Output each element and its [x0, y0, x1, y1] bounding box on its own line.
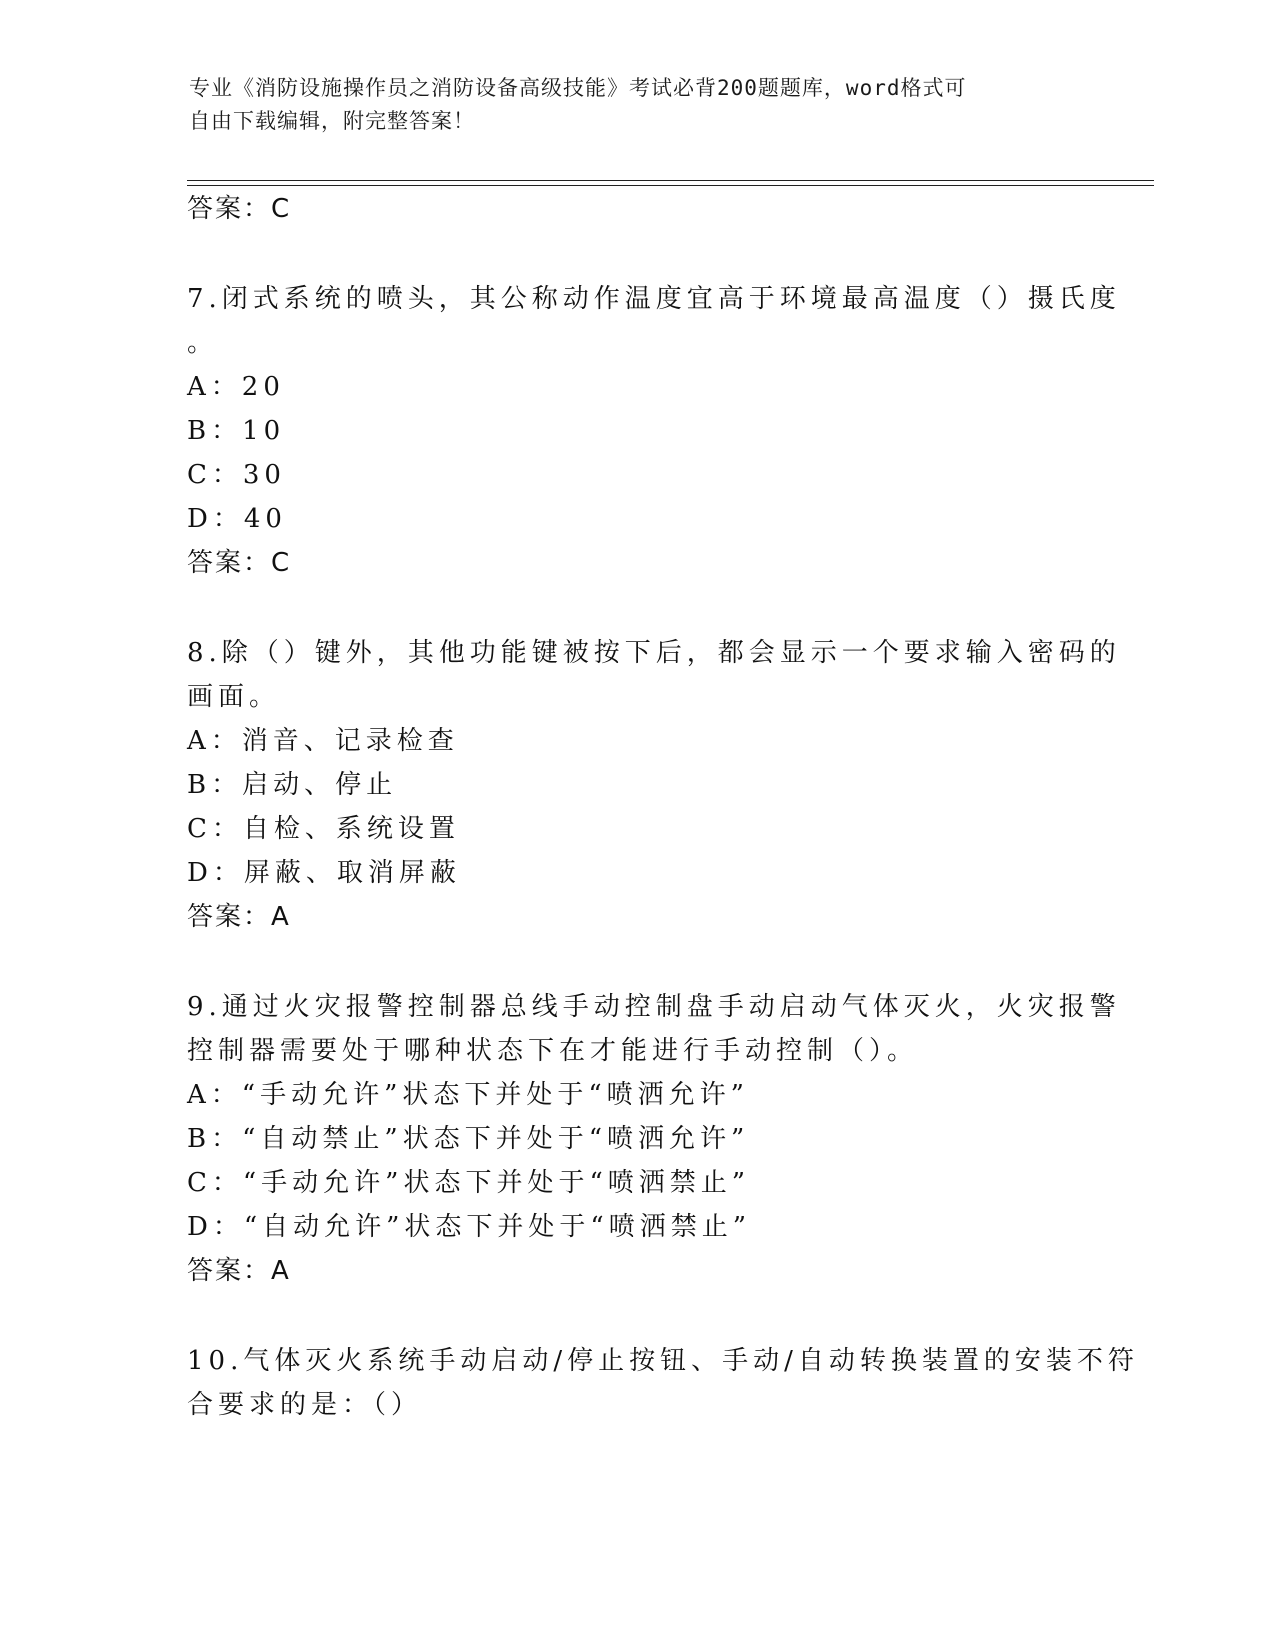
question-9-option-d: D：“自动允许”状态下并处于“喷洒禁止” [187, 1212, 752, 1242]
header-line-2: 自由下载编辑，附完整答案！ [189, 109, 475, 133]
document-header [189, 72, 1089, 138]
question-7-option-b: B：10 [187, 416, 286, 446]
question-8-answer: 答案：A [187, 902, 291, 932]
question-10-stem-line-1: 10.气体灭火系统手动启动/停止按钮、手动/自动转换装置的安装不符 [187, 1346, 1139, 1376]
question-8-option-a: A：消音、记录检查 [187, 726, 459, 756]
question-9-stem-line-1: 9.通过火灾报警控制器总线手动控制盘手动启动气体灭火，火灾报警 [187, 992, 1121, 1022]
question-7-stem-line-1: 7.闭式系统的喷头，其公称动作温度宜高于环境最高温度（）摄氏度 [187, 284, 1121, 314]
question-8-stem-line-1: 8.除（）键外，其他功能键被按下后，都会显示一个要求输入密码的 [187, 638, 1121, 668]
question-9-option-a: A：“手动允许”状态下并处于“喷洒允许” [187, 1080, 749, 1110]
question-8-stem-line-2: 画面。 [187, 682, 281, 712]
question-10-stem-line-2: 合要求的是：（） [187, 1390, 423, 1420]
question-9-stem-line-2: 控制器需要处于哪种状态下在才能进行手动控制（）。 [187, 1036, 919, 1066]
question-9-option-b: B：“自动禁止”状态下并处于“喷洒允许” [187, 1124, 750, 1154]
question-7-answer: 答案：C [187, 548, 292, 578]
question-8-option-d: D：屏蔽、取消屏蔽 [187, 858, 461, 888]
question-9-option-c: C：“手动允许”状态下并处于“喷洒禁止” [187, 1168, 751, 1198]
question-8-option-c: C：自检、系统设置 [187, 814, 460, 844]
question-7-option-c: C：30 [187, 460, 286, 490]
question-7-option-a: A：20 [187, 372, 285, 402]
header-divider-top [187, 180, 1154, 181]
question-7-stem-line-2: 。 [187, 328, 219, 358]
header-line-1: 专业《消防设施操作员之消防设备高级技能》考试必背200题题库，word格式可 [189, 76, 967, 100]
previous-answer: 答案：C [187, 194, 292, 224]
question-9-answer: 答案：A [187, 1256, 291, 1286]
question-7-option-d: D：40 [187, 504, 287, 534]
question-8-option-b: B：启动、停止 [187, 770, 398, 800]
header-divider-bottom [187, 185, 1154, 186]
